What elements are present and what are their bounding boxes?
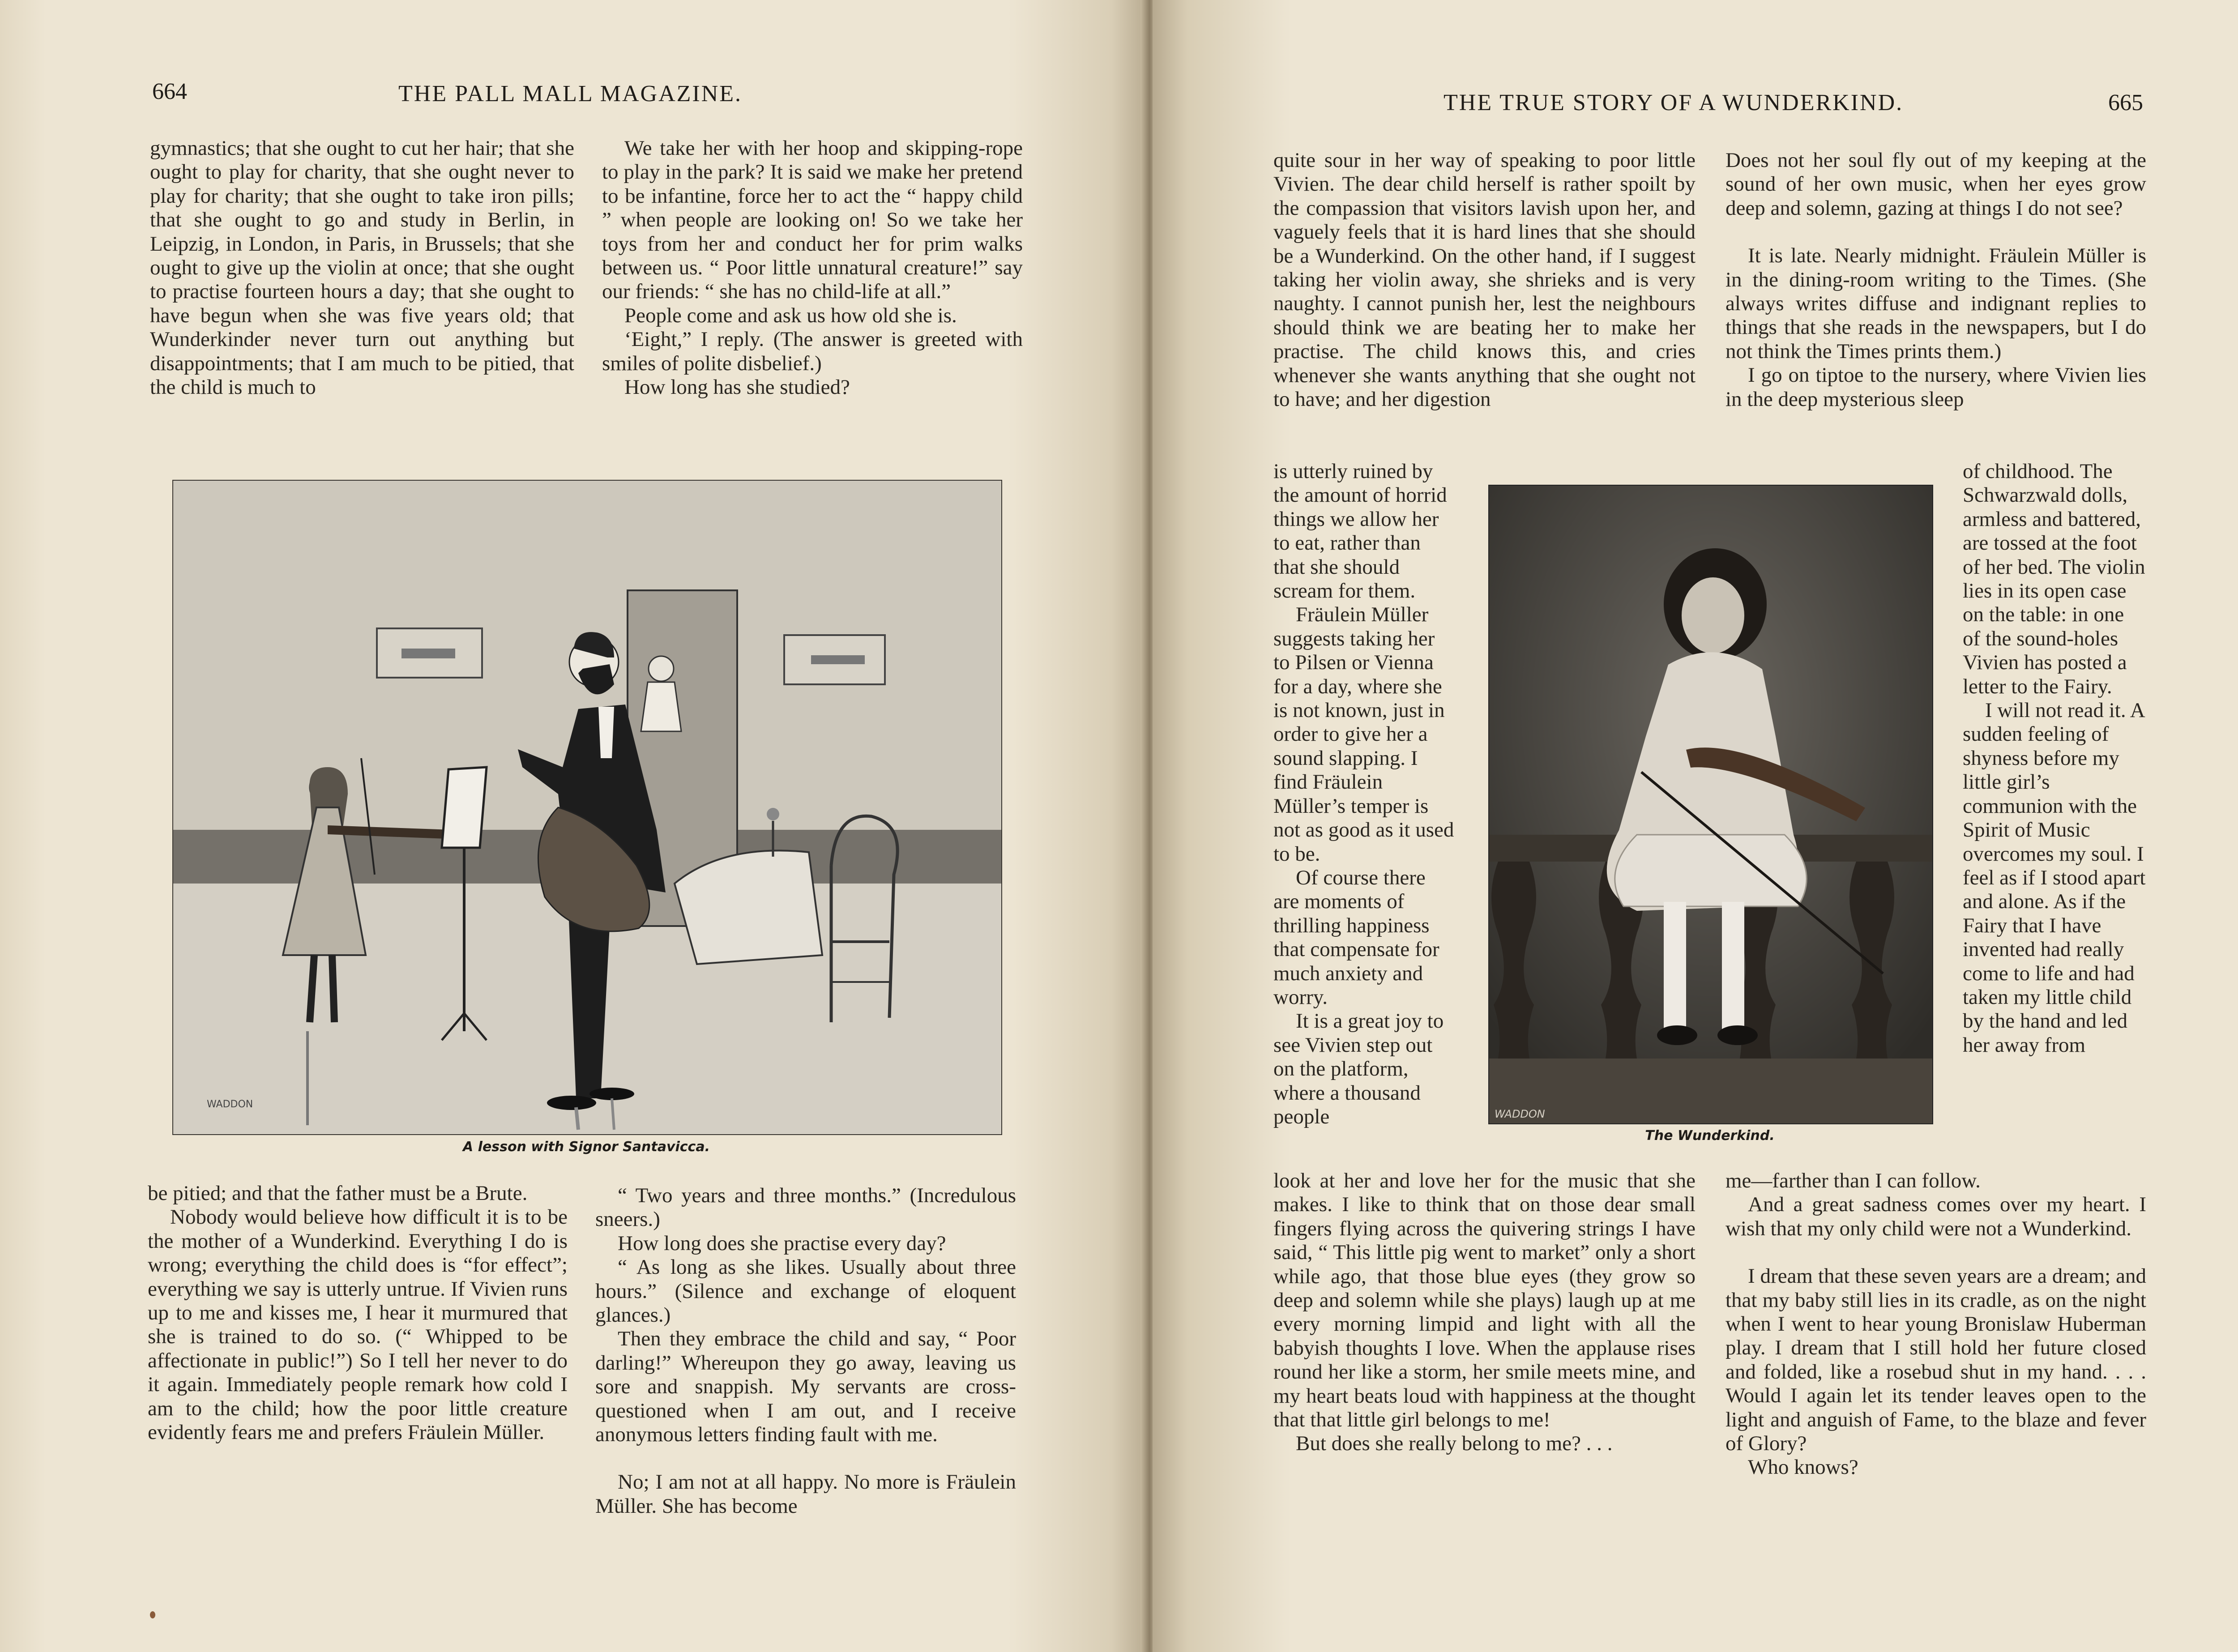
photo-caption: The Wunderkind. [1645,1128,1775,1144]
paragraph: Does not her soul fly out of my keeping at the sound of her own music, when her eyes grow deep and solemn, gazing at things I do not see? [1725,149,2146,220]
paragraph: is utterly ruined by the amount of horrid things we allow her to eat, rather than that she should scream for them. [1273,460,1447,603]
paragraph: But does she really belong to me? . . . [1296,1432,1613,1456]
column-left-narrow [1273,460,1455,1129]
paragraph: of childhood. The Schwarzwald dolls, armless and battered, are tossed at the foot of her bed. The violin lies in its open case on the table: in one of the sound-holes Vivien has posted a letter to the Fairy. [1963,460,2145,698]
paragraph: I will not read it. A sudden feeling of shyness before my little girl’s communion with the Spirit of Music overcomes my soul. I feel as if I stood apart and alone. As if the Fairy that I have invented had really come to life and had taken my little child by the hand and led her away from [1963,699,2146,1057]
paragraph: I go on tiptoe to the nursery, where Vivien lies in the deep mysterious sleep [1725,363,2146,411]
paragraph: We take her with her hoop and skipping-rope to play in the park? It is said we make her pretend to be infantine, force her to act the “ happy child ” when people are looking on! So we take her toys from her and conduct her for prim walks between us. “ Poor little unnatural creature!” say our friends: “ she has no child-life at all.” [602,137,1023,303]
paragraph: quite sour in her way of speaking to poor little Vivien. The dear child herself is rather spoilt by the compassion that visitors lavish upon her, and vaguely feels that it is hard lines that she should be a Wunderkind. On the other hand, if I suggest taking her violin away, she shrieks and is very naughty. I cannot punish her, lest the neighbours should think we are beating her to make her practise. The child knows this, and cries whenever she wants anything that she ought not to have; and her digestion [1273,149,1696,411]
ink-mark [150,1611,155,1618]
column-left-top [150,137,574,399]
right-page [1153,0,2238,1652]
paragraph: me—farther than I can follow. [1725,1169,1981,1192]
column-right-top [1725,149,2146,411]
paragraph: It is late. Nearly midnight. Fräulein Müller is in the dining-room writing to the Times. (She always writes diffuse and indignant replies to things that she reads in the newspapers, but I do not think the Times prints them.) [1725,244,2146,363]
paragraph: “ As long as she likes. Usually about three hours.” (Silence and exchange of eloquent glances.) [595,1255,1016,1327]
paragraph: Who knows? [1748,1456,1858,1479]
column-left-bottom [1273,1169,1696,1456]
paragraph: ‘Eight,” I reply. (The answer is greeted with smiles of polite disbelief.) [602,328,1023,375]
illustration-caption: A lesson with Signor Santavicca. [463,1139,710,1155]
photograph-image [1489,486,1932,1123]
paragraph: Then they embrace the child and say, “ Poor darling!” Whereupon they go away, leaving us sore and snappish. My servants are cross-questioned when I am out, and I receive anonymous letters finding fault with me. [595,1327,1016,1447]
running-head: THE TRUE STORY OF A WUNDERKIND. [1444,90,1904,115]
lesson-drawing [173,481,1001,1134]
paragraph: “ Two years and three months.” (Incredulous sneers.) [595,1184,1016,1231]
paragraph: Nobody would believe how difficult it is to be the mother of a Wunderkind. Everything I do is wrong; everything the child does is “for effect”; everything we say is utterly untrue. If Vivien runs up to me and kisses me, I hear it murmured that she is trained to do so. (“ Whipped to be affectionate in public!”) So I tell her never to do it again. Immediately people remark how cold I am to the child; how the poor little creature evidently fears me and prefers Fräulein Müller. [148,1205,568,1444]
paragraph: No; I am not at all happy. No more is Fräulein Müller. She has become [595,1470,1016,1518]
column-right-bottom [1725,1169,2146,1480]
photo-signature: WADDON [1495,1108,1545,1120]
paragraph: People come and ask us how old she is. [624,303,957,327]
paragraph: be pitied; and that the father must be a Brute. [148,1182,528,1205]
paragraph: Fräulein Müller suggests taking her to Pilsen or Vienna for a day, where she is not known, just in order to give her a sound slapping. I find Fräulein Müller’s temper is not as good as it used to be. [1273,603,1454,866]
paragraph: look at her and love her for the music that she makes. I like to think that on those dear small fingers flying across the quivering strings I have said, “ This little pig went to market” only a short while ago, that those blue eyes (they grow so deep and solemn while she plays) laugh up at me every morning limpid and light with all the babyish thoughts I love. When the applause rises round her like a storm, her smile meets mine, and my heart beats loud with happiness at the thought that that little girl belongs to me! [1273,1169,1696,1432]
paragraph: How long has she studied? [624,376,850,399]
paragraph: I dream that these seven years are a dream; and that my baby still lies in its cradle, as on the night when I went to hear young Bronislaw Huberman play. I dream that I still hold her future closed and folded, like a rosebud shut in my hand. . . . Would I again let its tender leaves open to the light and anguish of Fame, to the blaze and fever of Glory? [1725,1264,2146,1456]
paragraph: Of course there are moments of thrilling happiness that compensate for much anxiety and worry. [1273,866,1439,1009]
paragraph: It is a great joy to see Vivien step out on the platform, where a thousand people [1273,1009,1444,1128]
column-right-narrow [1963,460,2146,1057]
running-head: THE PALL MALL MAGAZINE. [398,81,743,107]
paragraph: How long does she practise every day? [618,1231,946,1255]
page-number: 664 [152,79,187,104]
illustration-signature: WADDON [207,1099,253,1110]
column-right-bottom [595,1184,1016,1518]
column-left-top [1273,149,1696,411]
wunderkind-photograph [1488,485,1933,1124]
paragraph: And a great sadness comes over my heart. I wish that my only child were not a Wunderkind. [1725,1193,2146,1240]
column-right-top [602,137,1023,399]
column-left-bottom [148,1182,568,1444]
paragraph: gymnastics; that she ought to cut her hair; that she ought to play for charity, that she ought never to play for charity; that she ought to take iron pills; that she ought to go and study in Berlin, in Leipzig, in London, in Paris, in Brussels; that she ought to give up the violin at once; that she ought to practise fourteen hours a day; that she ought to have begun when she was five years old; that Wunderkinder never turn out anything but disappointments; that I am much to be pitied, that the child is much to [150,137,574,399]
lesson-illustration [172,480,1002,1135]
page-number: 665 [2108,90,2143,115]
